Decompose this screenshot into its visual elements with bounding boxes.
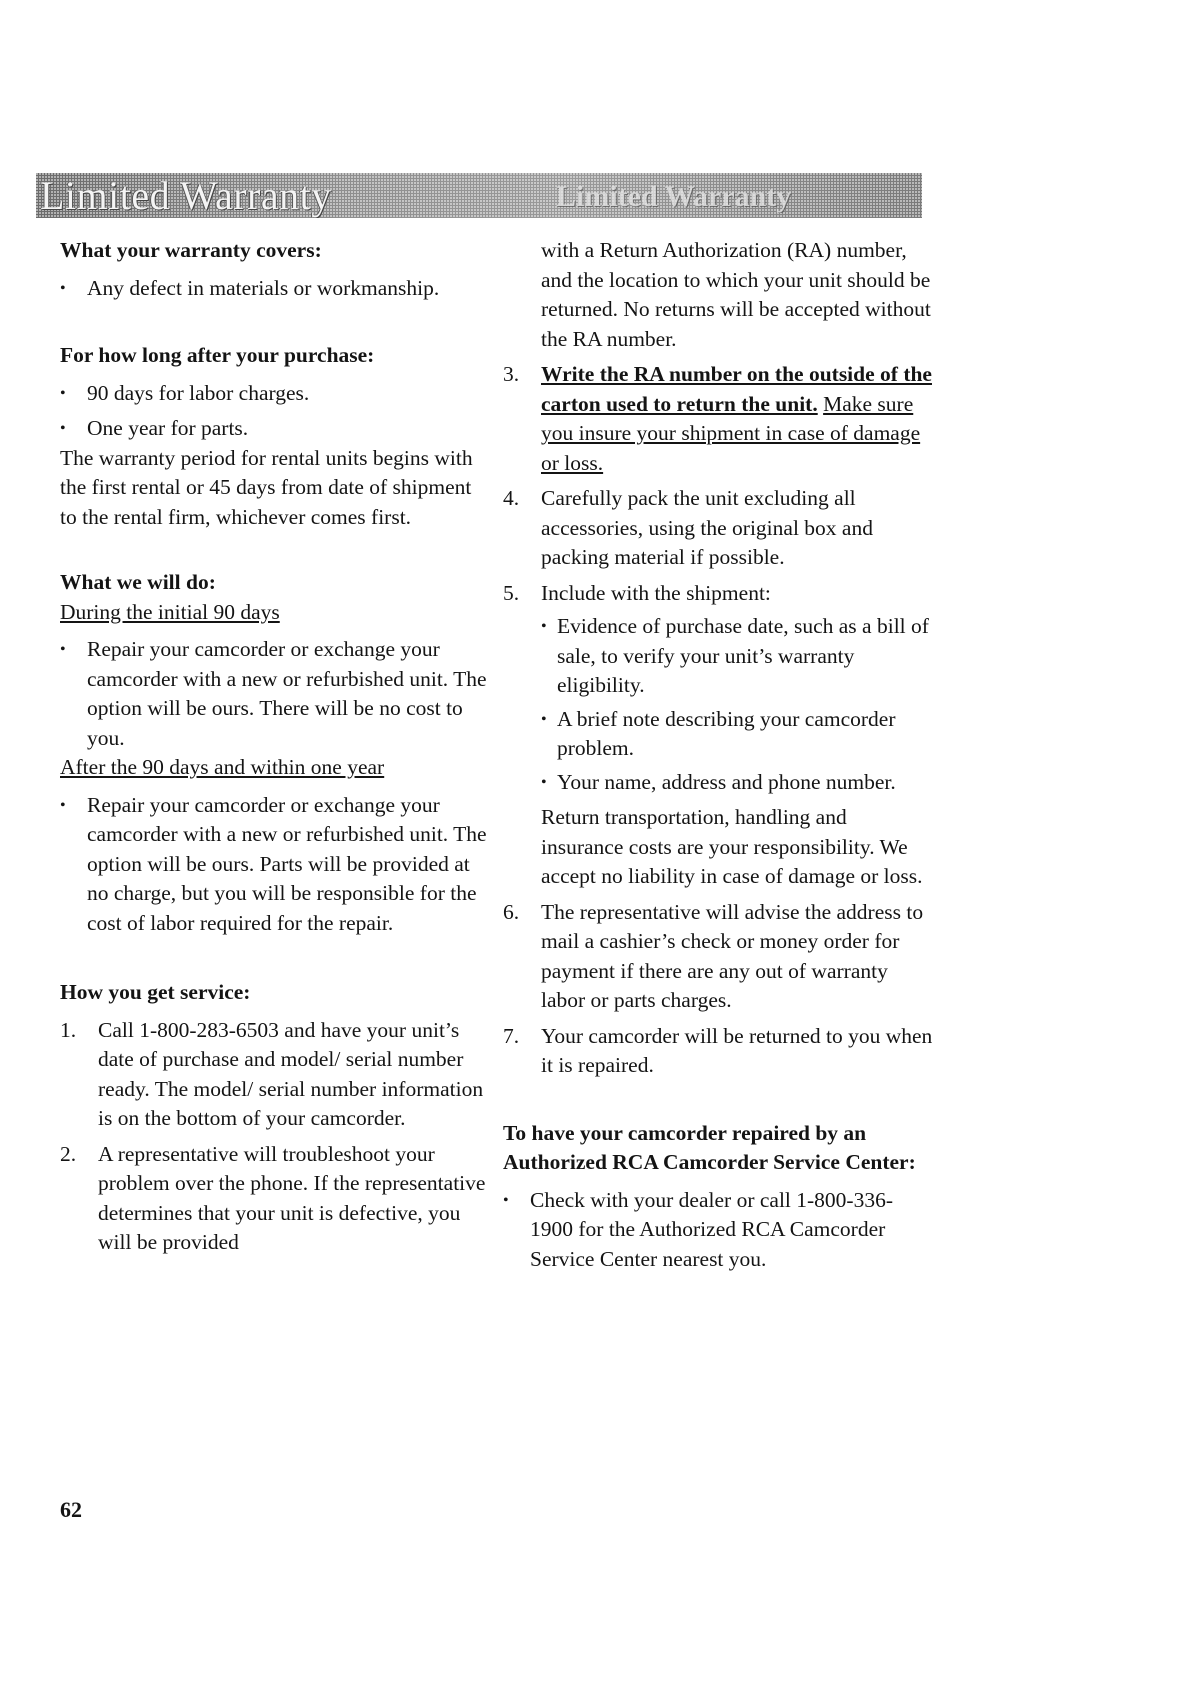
step-number: 4. xyxy=(503,486,520,510)
covers-heading: What your warranty covers: xyxy=(60,238,322,262)
duration-note: The warranty period for rental units begins with the first rental or 45 days from date of shipment to the rental firm, whichever comes first. xyxy=(60,445,473,529)
step-text: Include with the shipment: xyxy=(541,580,771,605)
service-step-4 xyxy=(503,484,933,573)
will-do-heading: What we will do: xyxy=(60,570,216,594)
banner-title: Limited Warranty xyxy=(40,173,332,218)
left-column xyxy=(60,236,490,1258)
step-text: Carefully pack the unit excluding all accessories, using the original box and packing material if possible. xyxy=(541,486,873,569)
step-number: 5. xyxy=(503,580,520,605)
step-3-text: Make sure you insure your shipment in case of damage or loss. xyxy=(541,391,921,475)
step-number: 6. xyxy=(503,899,520,924)
banner-subtitle: Limited Warranty xyxy=(556,180,792,213)
right-column xyxy=(503,236,933,1274)
period-within-one-year: After the 90 days and within one year xyxy=(60,755,385,779)
service-step-6 xyxy=(503,898,933,1016)
duration-item-parts: • One year for parts. xyxy=(60,414,490,444)
authorized-item: • Check with your dealer or call 1-800-336-1900 for the Authorized RCA Camcorder Service Center nearest you. xyxy=(503,1186,933,1275)
service-step-7 xyxy=(503,1022,933,1081)
duration-heading: For how long after your purchase: xyxy=(60,343,375,367)
shipment-item-note: • A brief note describing your camcorder problem. xyxy=(503,705,933,764)
period-initial-90-days: During the initial 90 days xyxy=(60,599,280,624)
service-step-2-continued: with a Return Authorization (RA) number, and the location to which your unit should be returned. No returns will be accepted without the RA number. xyxy=(541,238,931,351)
step-text: The representative will advise the address to mail a cashier’s check or money order for payment if there are any out of warranty labor or parts charges. xyxy=(541,899,924,1012)
step-number: 2. xyxy=(60,1141,77,1166)
duration-item-labor: • 90 days for labor charges. xyxy=(60,379,490,409)
will-do-item-2: • Repair your camcorder or exchange your camcorder with a new or refurbished unit. The option will be ours. Parts will be provided at no charge, but you will be responsible for the cost of labor required for the repair. xyxy=(60,791,490,939)
shipment-item-contact: • Your name, address and phone number. xyxy=(503,768,933,798)
will-do-item-1: • Repair your camcorder or exchange your camcorder with a new or refurbished unit. The option will be ours. There will be no cost to you. xyxy=(60,635,490,753)
service-step-3 xyxy=(503,360,933,478)
step-text: Call 1-800-283-6503 and have your unit’s date of purchase and model/ serial number ready. The model/ serial number information is on the bottom of your camcorder. xyxy=(98,1017,484,1130)
shipment-responsibility-note: Return transportation, handling and insurance costs are your responsibility. We accept no liability in case of damage or loss. xyxy=(541,805,923,888)
step-number: 3. xyxy=(503,362,520,386)
step-text: Your camcorder will be returned to you when it is repaired. xyxy=(541,1023,933,1077)
page-number: 62 xyxy=(60,1497,82,1522)
step-3-emphasis: Write the RA number on the outside of the carton used to return the unit. xyxy=(541,362,932,416)
step-text: A representative will troubleshoot your problem over the phone. If the representative determines that your unit is defective, you will be provided xyxy=(98,1141,486,1254)
covers-item: • Any defect in materials or workmanship. xyxy=(60,274,490,304)
authorized-heading: To have your camcorder repaired by an Authorized RCA Camcorder Service Center: xyxy=(503,1120,916,1174)
shipment-item-evidence: • Evidence of purchase date, such as a bill of sale, to verify your unit’s warranty eligibility. xyxy=(503,612,933,701)
step-number: 1. xyxy=(60,1017,77,1042)
step-number: 7. xyxy=(503,1023,520,1048)
section-banner xyxy=(36,173,922,218)
service-step-2 xyxy=(60,1140,490,1258)
service-step-1 xyxy=(60,1016,490,1134)
service-step-5 xyxy=(503,579,933,609)
service-heading: How you get service: xyxy=(60,980,251,1004)
